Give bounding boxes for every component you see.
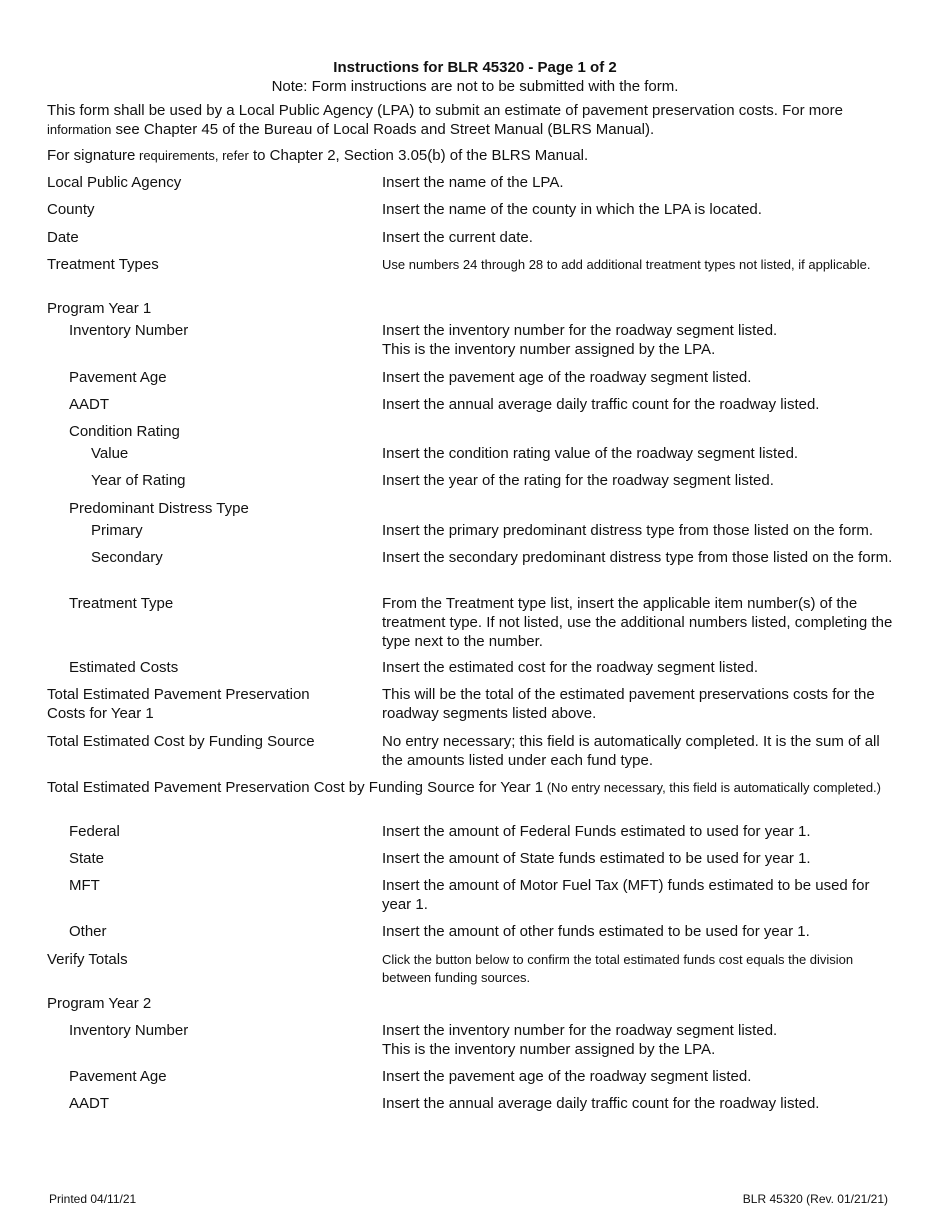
- row-label: Date: [47, 229, 79, 246]
- row-label: AADT: [69, 1095, 110, 1112]
- intro-paragraph: [47, 101, 907, 139]
- row-label: Total Estimated Cost by Funding Source: [47, 733, 315, 750]
- section-label: Condition Rating: [69, 423, 180, 440]
- row-label: MFT: [69, 877, 100, 894]
- row-description: Insert the primary predominant distress type from those listed on the form.: [382, 522, 874, 539]
- row-description: Insert the amount of Federal Funds estimated to used for year 1.: [382, 823, 811, 840]
- row-description: Insert the pavement age of the roadway segment listed.: [382, 369, 752, 386]
- row-label: Primary: [91, 522, 143, 539]
- row-description: Insert the year of the rating for the roadway segment listed.: [382, 472, 774, 489]
- row-description: Insert the amount of State funds estimated to be used for year 1.: [382, 850, 811, 867]
- intro-line-2: see Chapter 45 of the Bureau of Local Roads and Street Manual (BLRS Manual).: [111, 121, 655, 138]
- total-pp-funding-note: (No entry necessary, this field is automatically completed.): [543, 780, 882, 795]
- row-description: Insert the amount of other funds estimated to be used for year 1.: [382, 923, 810, 940]
- row-description: Use numbers 24 through 28 to add additional treatment types not listed, if applicable.: [382, 257, 871, 272]
- row-description: Insert the amount of Motor Fuel Tax (MFT) funds estimated to be used for year 1.: [382, 877, 870, 913]
- desc-line-2: This is the inventory number assigned by the LPA.: [382, 341, 716, 358]
- section-label: Program Year 1: [47, 300, 152, 317]
- row-label: Estimated Costs: [69, 659, 179, 676]
- row-description: Insert the name of the county in which the LPA is located.: [382, 201, 762, 218]
- row-label: Treatment Types: [47, 256, 159, 273]
- printed-date: Printed 04/11/21: [49, 1192, 137, 1206]
- row-description: [382, 1021, 902, 1059]
- desc-line-1: Insert the inventory number for the roadway segment listed.: [382, 1022, 778, 1039]
- row-description: No entry necessary; this field is automatically completed. It is the sum of all the amounts listed under each fund type.: [382, 733, 880, 769]
- row-description: Click the button below to confirm the total estimated funds cost equals the division between funding sources.: [382, 952, 854, 985]
- row-label: Secondary: [91, 549, 163, 566]
- row-description: Insert the current date.: [382, 229, 533, 246]
- signature-text-rest: to Chapter 2, Section 3.05(b) of the BLRS Manual.: [248, 147, 589, 164]
- signature-text-small: requirements, refer: [135, 148, 249, 163]
- row-label: Inventory Number: [69, 322, 189, 339]
- row-label: AADT: [69, 396, 110, 413]
- row-label: Year of Rating: [91, 472, 186, 489]
- row-description: This will be the total of the estimated pavement preservations costs for the roadway segments listed above.: [382, 686, 875, 722]
- row-label: Verify Totals: [47, 951, 128, 968]
- row-label: Total Estimated Pavement Preservation Costs for Year 1: [47, 686, 310, 722]
- row-label: State: [69, 850, 105, 867]
- form-revision: BLR 45320 (Rev. 01/21/21): [742, 1192, 888, 1206]
- desc-line-1: Insert the inventory number for the roadway segment listed.: [382, 322, 778, 339]
- section-label: Program Year 2: [47, 995, 152, 1012]
- intro-line-1: This form shall be used by a Local Public Agency (LPA) to submit an estimate of pavement preservation costs. For more: [47, 102, 843, 119]
- total-pp-funding-text: Total Estimated Pavement Preservation Cost by Funding Source for Year 1: [47, 779, 544, 796]
- row-description: Insert the secondary predominant distress type from those listed on the form.: [382, 549, 893, 566]
- intro-line-2-small: information: [47, 122, 112, 137]
- row-description: Insert the annual average daily traffic count for the roadway listed.: [382, 396, 820, 413]
- page-note: Note: Form instructions are not to be submitted with the form.: [271, 78, 679, 95]
- row-description: Insert the pavement age of the roadway segment listed.: [382, 1068, 752, 1085]
- row-label: Inventory Number: [69, 1022, 189, 1039]
- row-description: [382, 321, 902, 359]
- row-label: Pavement Age: [69, 1068, 167, 1085]
- row-label: Value: [91, 445, 129, 462]
- row-label: Other: [69, 923, 107, 940]
- row-label: Pavement Age: [69, 369, 167, 386]
- row-label: Treatment Type: [69, 595, 174, 612]
- section-label: Predominant Distress Type: [69, 500, 249, 517]
- row-description: Insert the estimated cost for the roadway segment listed.: [382, 659, 759, 676]
- row-label: County: [47, 201, 95, 218]
- row-description: Insert the annual average daily traffic count for the roadway listed.: [382, 1095, 820, 1112]
- row-description: Insert the name of the LPA.: [382, 174, 564, 191]
- desc-line-2: This is the inventory number assigned by the LPA.: [382, 1041, 716, 1058]
- row-description: From the Treatment type list, insert the applicable item number(s) of the treatment type. If not listed, use the additional numbers listed, completing the type next to the number.: [382, 595, 893, 650]
- signature-text-a: For signature: [47, 147, 136, 164]
- signature-paragraph: [47, 146, 907, 165]
- page-title: Instructions for BLR 45320 - Page 1 of 2: [333, 59, 617, 76]
- row-label: Federal: [69, 823, 120, 840]
- full-width-text: [47, 778, 907, 797]
- row-description: Insert the condition rating value of the roadway segment listed.: [382, 445, 799, 462]
- row-label: Local Public Agency: [47, 174, 182, 191]
